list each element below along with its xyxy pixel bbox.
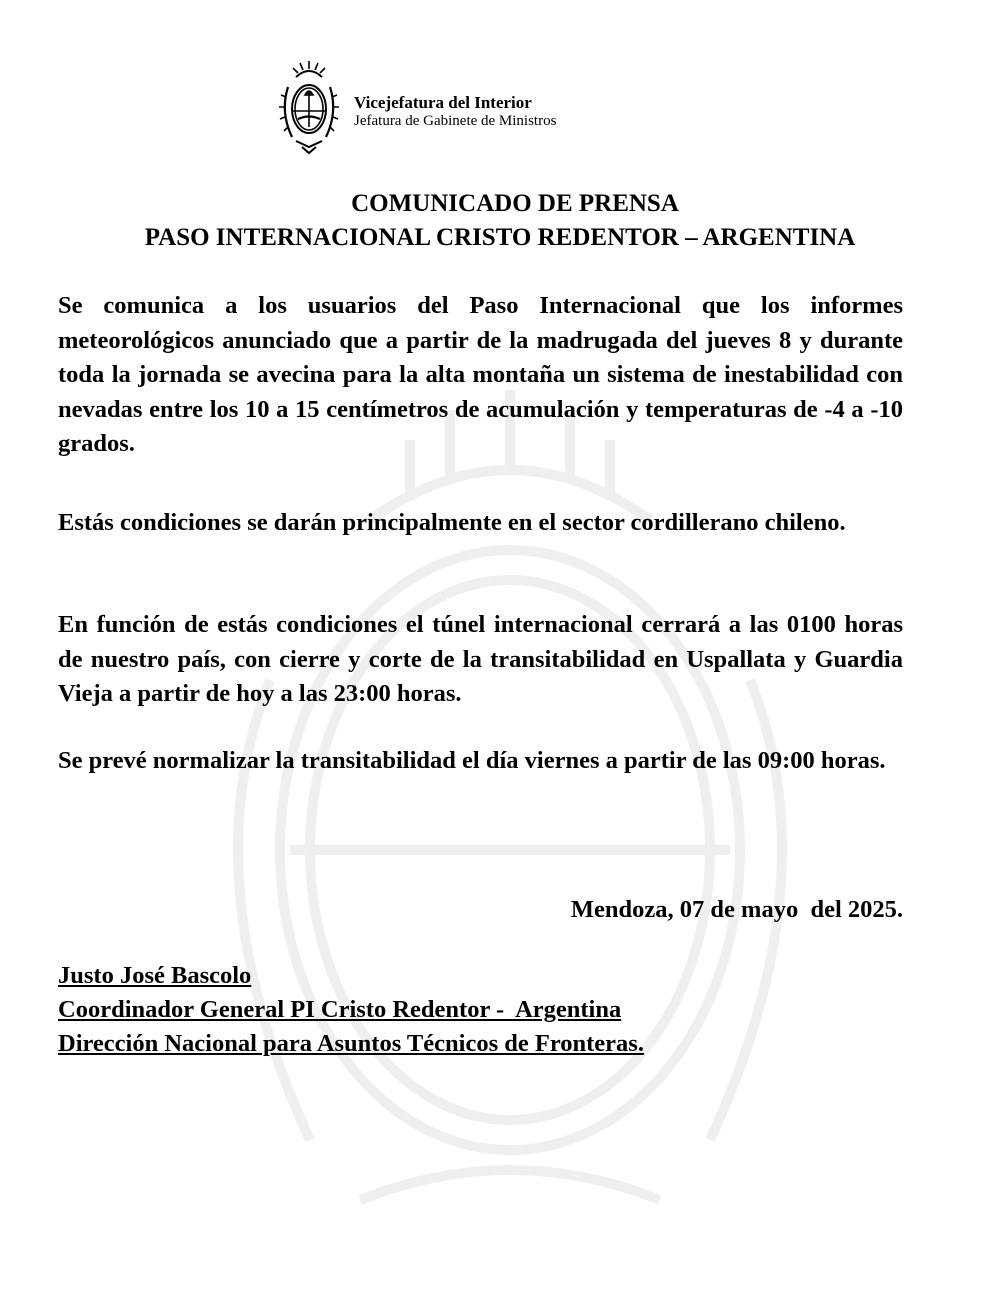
date-line: Mendoza, 07 de mayo del 2025.: [570, 896, 903, 923]
paragraph-4: Se prevé normalizar la transitabilidad el día viernes a partir de las 09:00 horas.: [58, 747, 886, 774]
organization-main: Vicejefatura del Interior: [354, 93, 532, 112]
title-line-1: COMUNICADO DE PRENSA: [351, 190, 679, 217]
title-line-2: PASO INTERNACIONAL CRISTO REDENTOR – ARGENTINA: [144, 224, 856, 251]
paragraph-1: Se comunica a los usuarios del Paso Internacional que los informes meteorológicos anunciado que a partir de la madrugada del jueves 8 y durante toda la jornada se avecina para la alta montaña un sistema de inestabilidad con nevadas entre los 10 a 15 centímetros de acumulación y temperaturas de -4 a -10 grados.: [58, 292, 903, 457]
signatory-name: Justo José Bascolo: [58, 962, 252, 989]
national-coat-of-arms-icon: [278, 57, 340, 157]
letterhead: [278, 57, 638, 157]
paragraph-2: Estás condiciones se darán principalmente en el sector cordillerano chileno.: [58, 509, 846, 536]
signatory-department: Dirección Nacional para Asuntos Técnicos de Fronteras.: [58, 1030, 644, 1057]
press-release-title: [0, 187, 1000, 255]
organization-name: [354, 94, 556, 130]
paragraph-3: En función de estás condiciones el túnel internacional cerrará a las 0100 horas de nuestro país, con cierre y corte de la transitabilidad en Uspallata y Guardia Vieja a partir de hoy a las 23:00 horas.: [58, 611, 903, 707]
signature-block: [58, 959, 644, 1061]
signatory-position: Coordinador General PI Cristo Redentor - Argentina: [58, 996, 622, 1023]
organization-sub: Jefatura de Gabinete de Ministros: [354, 113, 557, 129]
